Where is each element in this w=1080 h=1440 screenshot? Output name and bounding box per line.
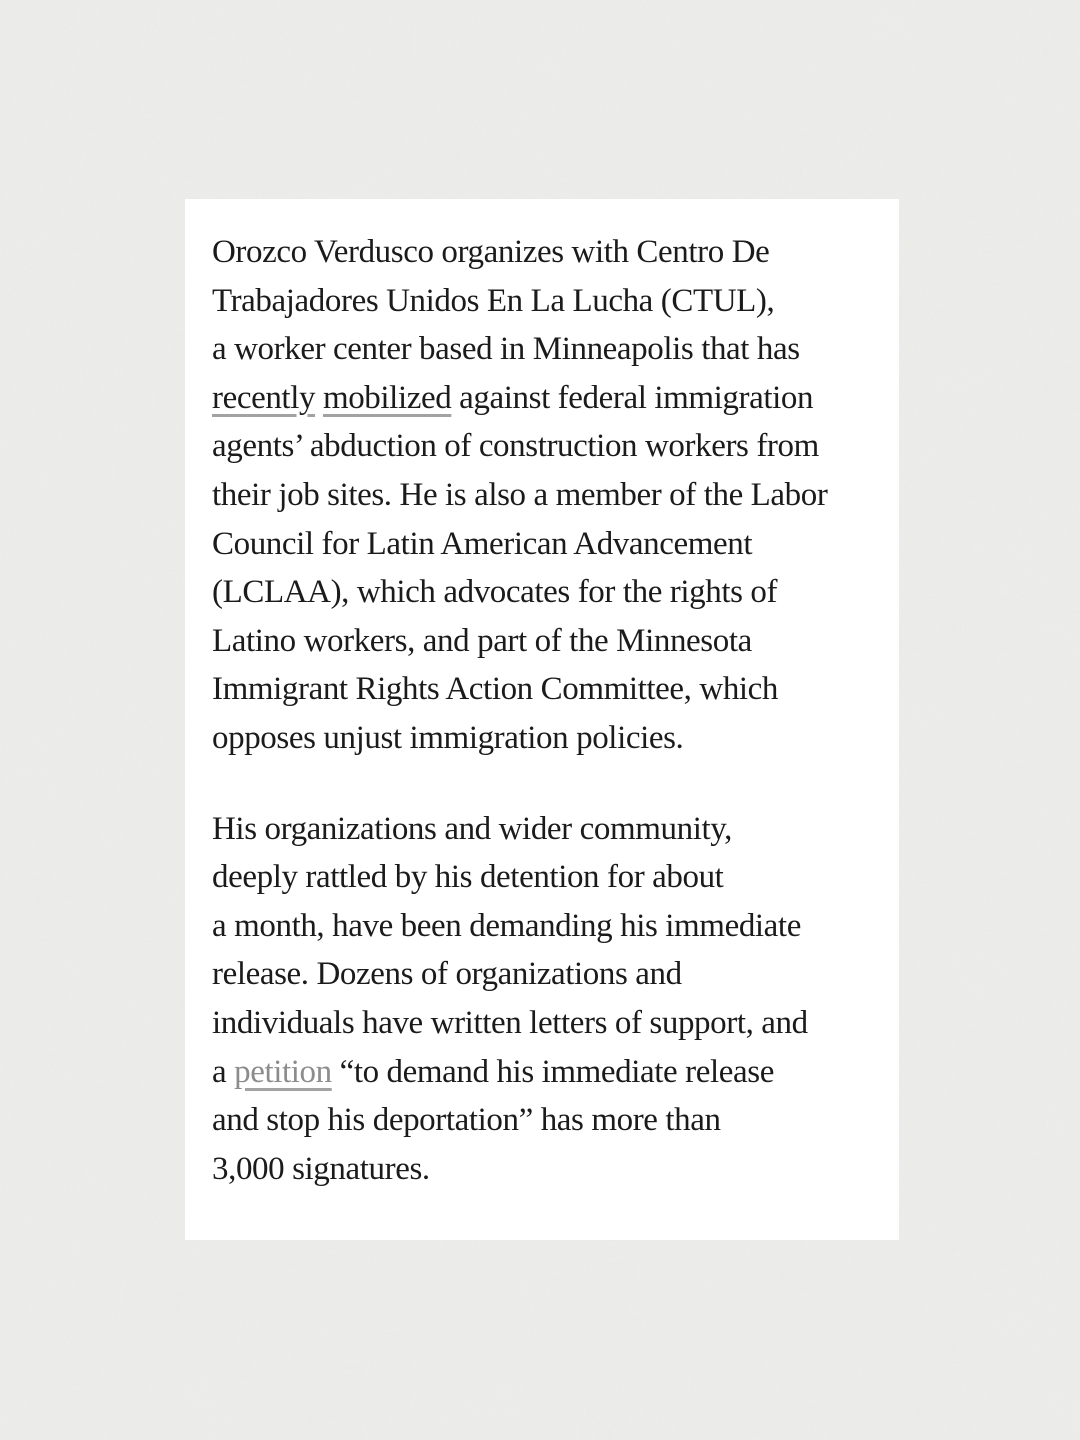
text-run: their job sites. He is also a member of the Labor (212, 476, 828, 513)
text-run: Council for Latin American Advancement (212, 525, 753, 562)
text-run: individuals have written letters of support, and (212, 1004, 808, 1041)
text-run: (LCLAA), which advocates for the rights of (212, 574, 778, 611)
text-run: a (212, 1053, 235, 1090)
article-paragraph-2 (212, 805, 873, 1194)
text-line (212, 1096, 873, 1145)
text-run (315, 380, 323, 416)
text-run: a month, have been demanding his immediate (212, 907, 801, 944)
article-card (185, 199, 899, 1240)
petition-link[interactable]: petition (234, 1053, 332, 1090)
text-line (212, 1145, 873, 1194)
article-body (212, 228, 873, 1193)
text-line (212, 228, 873, 277)
recently-mobilized-link[interactable]: mobilized (322, 379, 452, 416)
text-line (212, 617, 873, 666)
text-line (212, 325, 873, 374)
text-line (212, 1048, 873, 1097)
recently-mobilized-link[interactable]: recently (212, 379, 316, 416)
text-line (212, 950, 873, 999)
text-line (212, 422, 873, 471)
text-line (212, 374, 873, 423)
text-run: against federal immigration (451, 379, 814, 416)
text-run: “to demand his immediate release (331, 1053, 774, 1090)
text-run: and stop his deportation” has more than (212, 1102, 721, 1139)
text-line (212, 999, 873, 1048)
text-run: Trabajadores Unidos En La Lucha (CTUL), (212, 282, 775, 319)
text-run: release. Dozens of organizations and (212, 956, 682, 993)
text-line (212, 568, 873, 617)
text-line (212, 714, 873, 763)
text-run: Immigrant Rights Action Committee, which (212, 671, 779, 708)
text-line (212, 853, 873, 902)
text-line (212, 471, 873, 520)
text-line (212, 805, 873, 854)
text-line (212, 277, 873, 326)
article-paragraph-1 (212, 228, 873, 763)
text-run: Latino workers, and part of the Minnesota (212, 622, 752, 659)
text-run: opposes unjust immigration policies. (212, 719, 684, 756)
text-run: His organizations and wider community, (212, 810, 733, 847)
text-run: a worker center based in Minneapolis that has (212, 331, 800, 368)
text-line (212, 902, 873, 951)
text-run: 3,000 signatures. (212, 1150, 430, 1187)
text-run: agents’ abduction of construction workers from (212, 428, 819, 465)
text-run: Orozco Verdusco organizes with Centro De (212, 234, 770, 270)
text-line (212, 665, 873, 714)
text-run: deeply rattled by his detention for about (212, 859, 724, 896)
text-line (212, 520, 873, 569)
